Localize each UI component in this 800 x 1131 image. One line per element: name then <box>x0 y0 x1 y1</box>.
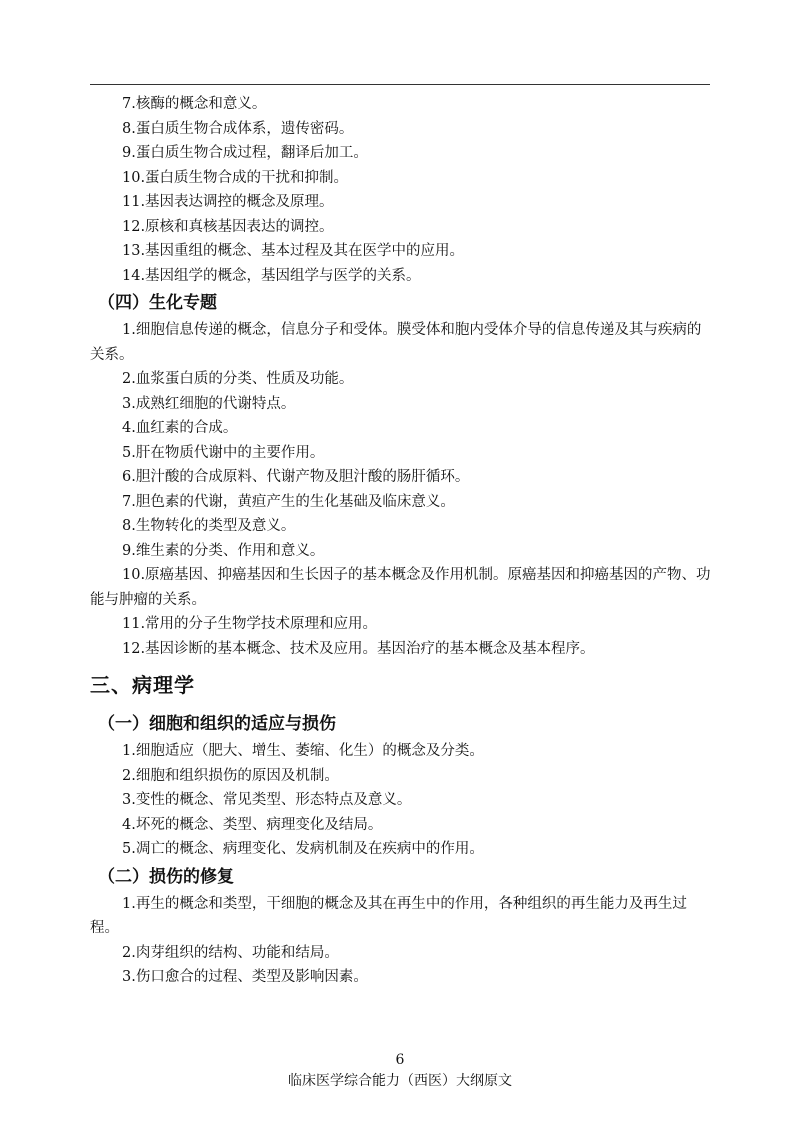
list-item: 8.生物转化的类型及意义。 <box>122 518 296 534</box>
list-item: 3.成熟红细胞的代谢特点。 <box>122 395 296 412</box>
list-item: 7.胆色素的代谢，黄疸产生的生化基础及临床意义。 <box>122 493 455 510</box>
list-item: 9.维生素的分类、作用和意义。 <box>122 542 325 559</box>
list-item: 2.肉芽组织的结构、功能和结局。 <box>122 944 339 961</box>
list-item: 12.原核和真核基因表达的调控。 <box>122 218 334 235</box>
list-item: 4.坏死的概念、类型、病理变化及结局。 <box>122 816 383 833</box>
list-item: 10.原癌基因、抑癌基因和生长因子的基本概念及作用机制。原癌基因和抑癌基因的产物、功能与肿瘤的关系。 <box>90 567 711 608</box>
cell-adaptation-list <box>90 739 715 862</box>
list-item: 5.肝在物质代谢中的主要作用。 <box>122 444 325 461</box>
list-item: 1.再生的概念和类型，干细胞的概念及其在再生中的作用，各种组织的再生能力及再生过程。 <box>90 895 687 936</box>
list-item: 2.血浆蛋白质的分类、性质及功能。 <box>122 371 354 387</box>
list-item: 10.蛋白质生物合成的干扰和抑制。 <box>122 169 349 186</box>
section-heading-biochem-topics: （四）生化专题 <box>98 293 217 313</box>
list-item: 7.核酶的概念和意义。 <box>122 96 267 112</box>
list-item: 1.细胞信息传递的概念，信息分子和受体。膜受体和胞内受体介导的信息传递及其与疾病的关系。 <box>90 322 702 363</box>
list-item: 11.基因表达调控的概念及原理。 <box>122 194 334 210</box>
list-item: 3.变性的概念、常见类型、形态特点及意义。 <box>122 792 412 808</box>
header-rule <box>90 84 710 85</box>
list-item: 2.细胞和组织损伤的原因及机制。 <box>122 767 339 784</box>
page-content <box>90 92 715 990</box>
list-item: 6.胆汁酸的合成原料、代谢产物及胆汁酸的肠肝循环。 <box>122 469 470 485</box>
list-item: 4.血红素的合成。 <box>122 420 238 436</box>
list-item: 8.蛋白质生物合成体系，遗传密码。 <box>122 120 354 137</box>
biochem-list-continued <box>90 92 715 288</box>
footer-title: 临床医学综合能力（西医）大纲原文 <box>288 1073 512 1089</box>
list-item: 14.基因组学的概念，基因组学与医学的关系。 <box>122 267 421 284</box>
list-item: 5.凋亡的概念、病理变化、发病机制及在疾病中的作用。 <box>122 841 484 857</box>
list-item: 12.基因诊断的基本概念、技术及应用。基因治疗的基本概念及基本程序。 <box>122 640 595 657</box>
repair-list <box>90 892 715 990</box>
part-heading-pathology: 三、病理学 <box>90 673 195 697</box>
page-number: 6 <box>395 1052 405 1068</box>
section-heading-cell-adaptation: （一）细胞和组织的适应与损伤 <box>98 714 336 734</box>
list-item: 1.细胞适应（肥大、增生、萎缩、化生）的概念及分类。 <box>122 743 484 759</box>
list-item: 11.常用的分子生物学技术原理和应用。 <box>122 616 378 632</box>
list-item: 13.基因重组的概念、基本过程及其在医学中的应用。 <box>122 243 465 259</box>
biochem-topics-list <box>90 318 715 661</box>
section-heading-repair: （二）损伤的修复 <box>98 866 234 887</box>
list-item: 3.伤口愈合的过程、类型及影响因素。 <box>122 969 368 985</box>
list-item: 9.蛋白质生物合成过程，翻译后加工。 <box>122 145 368 161</box>
